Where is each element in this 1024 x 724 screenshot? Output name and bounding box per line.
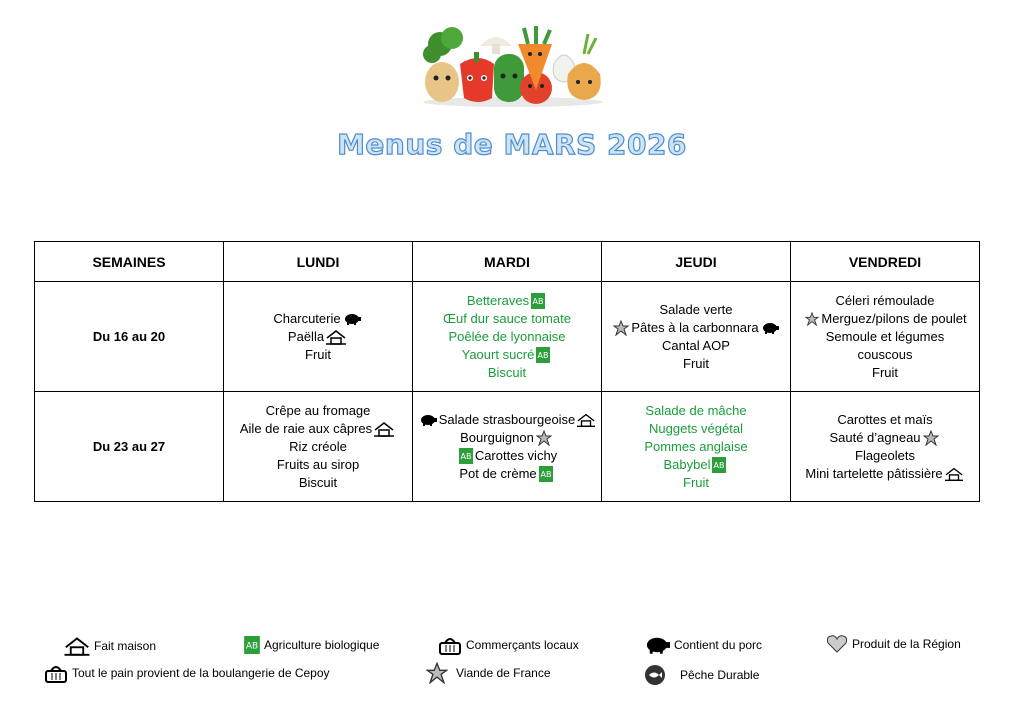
legend-region (826, 634, 961, 654)
menu-item: Betteraves AB (466, 292, 544, 308)
menu-item: Œuf dur sauce tomate (443, 310, 571, 326)
viande-france-icon (613, 320, 629, 336)
menu-item: Fruit (305, 346, 331, 362)
ab-logo-icon (531, 293, 545, 309)
viande-france-icon (426, 662, 448, 684)
menu-item: Salade de mâche (645, 402, 747, 418)
pig-icon (419, 414, 437, 426)
menu-item: Yaourt sucré AB (461, 346, 549, 362)
cell-mardi (413, 282, 602, 392)
week-label: Du 23 au 27 (35, 392, 224, 502)
menu-item: Fruit (872, 364, 898, 380)
table-row (35, 282, 980, 392)
menu-item: Carottes et maïs (837, 411, 933, 427)
menu-item: AB Carottes vichy (460, 447, 558, 463)
cell-vendredi (791, 392, 980, 502)
viande-france-icon (923, 430, 939, 446)
ab-logo-icon (712, 457, 726, 473)
pig-icon (343, 313, 361, 325)
legend-label: Tout le pain provient de la boulangerie de Cepoy (72, 666, 330, 680)
menu-item: Aile de raie aux câpres (226, 420, 410, 438)
menu-item: Pot de crème AB (459, 465, 552, 481)
menu-item: Charcuterie (226, 310, 410, 328)
menu-item: Fruit (683, 355, 709, 371)
legend-peche (644, 664, 759, 686)
ab-logo-icon (244, 636, 260, 654)
heart-map-icon (826, 634, 848, 654)
menu-item: Pommes anglaise (644, 438, 748, 454)
viande-france-icon (536, 430, 552, 446)
house-icon (945, 466, 963, 482)
header-jeudi: JEUDI (602, 242, 791, 282)
menu-item: Céleri rémoulade (835, 292, 935, 308)
menu-item: Paëlla (226, 328, 410, 346)
menu-item: Pâtes à la carbonnara (604, 319, 788, 337)
legend-label: Viande de France (456, 666, 551, 680)
vegetables-illustration (418, 24, 608, 108)
cell-jeudi (602, 392, 791, 502)
legend-commercants (438, 634, 579, 656)
house-icon (374, 421, 394, 437)
header-mardi: MARDI (413, 242, 602, 282)
svg-text:AB: AB (540, 470, 552, 480)
cell-jeudi (602, 282, 791, 392)
ab-logo-icon (459, 448, 473, 464)
menu-item: couscous (857, 346, 913, 362)
legend-label: Agriculture biologique (264, 638, 380, 652)
legend-viande (426, 662, 551, 684)
menu-item: Babybel AB (663, 456, 725, 472)
menu-item: Nuggets végétal (649, 420, 743, 436)
menu-item: Poêlée de lyonnaise (448, 328, 566, 344)
menu-item: Crêpe au fromage (265, 402, 371, 418)
legend-label: Fait maison (94, 639, 157, 653)
legend-porc (644, 636, 762, 654)
svg-text:AB: AB (537, 351, 549, 361)
ab-logo-icon (536, 347, 550, 363)
cell-lundi (224, 392, 413, 502)
house-icon (577, 412, 595, 428)
menu-table (34, 241, 980, 502)
menu-item: Bourguignon (415, 429, 599, 447)
menu-item: Biscuit (487, 364, 527, 380)
svg-text:AB: AB (245, 641, 259, 652)
header-semaines: SEMAINES (35, 242, 224, 282)
fish-icon (644, 664, 666, 686)
basket-icon (438, 634, 462, 656)
menu-item: Fruits au sirop (276, 456, 360, 472)
menu-item: Salade strasbourgeoise (415, 411, 599, 429)
table-header-row (35, 242, 980, 282)
cell-mardi (413, 392, 602, 502)
menu-item: Cantal AOP (662, 337, 730, 353)
header-vendredi: VENDREDI (791, 242, 980, 282)
page-title: Menus de MARS 2026 (337, 128, 687, 161)
menu-item: Salade verte (659, 301, 733, 317)
menu-item: Riz créole (289, 438, 347, 454)
legend-fait-maison (64, 636, 156, 656)
menu-item: Biscuit (298, 474, 338, 490)
legend-label: Contient du porc (674, 638, 763, 652)
legend-bio (244, 636, 379, 654)
pig-icon (761, 322, 779, 334)
legend-pain (44, 662, 330, 684)
menu-item: Flageolets (855, 447, 915, 463)
menu-item: Semoule et légumes (825, 328, 945, 344)
svg-text:AB: AB (714, 461, 725, 471)
table-row (35, 392, 980, 502)
cell-vendredi (791, 282, 980, 392)
legend-label: Commerçants locaux (466, 638, 579, 652)
pig-icon (644, 636, 670, 654)
legend-label: Pêche Durable (680, 668, 760, 682)
svg-text:AB: AB (532, 297, 544, 307)
menu-item: Fruit (683, 474, 709, 490)
header-lundi: LUNDI (224, 242, 413, 282)
menu-item: Sauté d’agneau (793, 429, 977, 447)
cell-lundi (224, 282, 413, 392)
menu-item: Mini tartelette pâtissière (793, 465, 977, 483)
week-label: Du 16 au 20 (35, 282, 224, 392)
menu-item: Merguez/pilons de poulet (793, 310, 977, 328)
house-icon (64, 636, 90, 656)
legend-label: Produit de la Région (852, 637, 961, 651)
house-icon (326, 329, 346, 345)
viande-france-icon (805, 312, 819, 326)
svg-text:AB: AB (460, 452, 472, 462)
ab-logo-icon (539, 466, 553, 482)
basket-icon (44, 662, 68, 684)
